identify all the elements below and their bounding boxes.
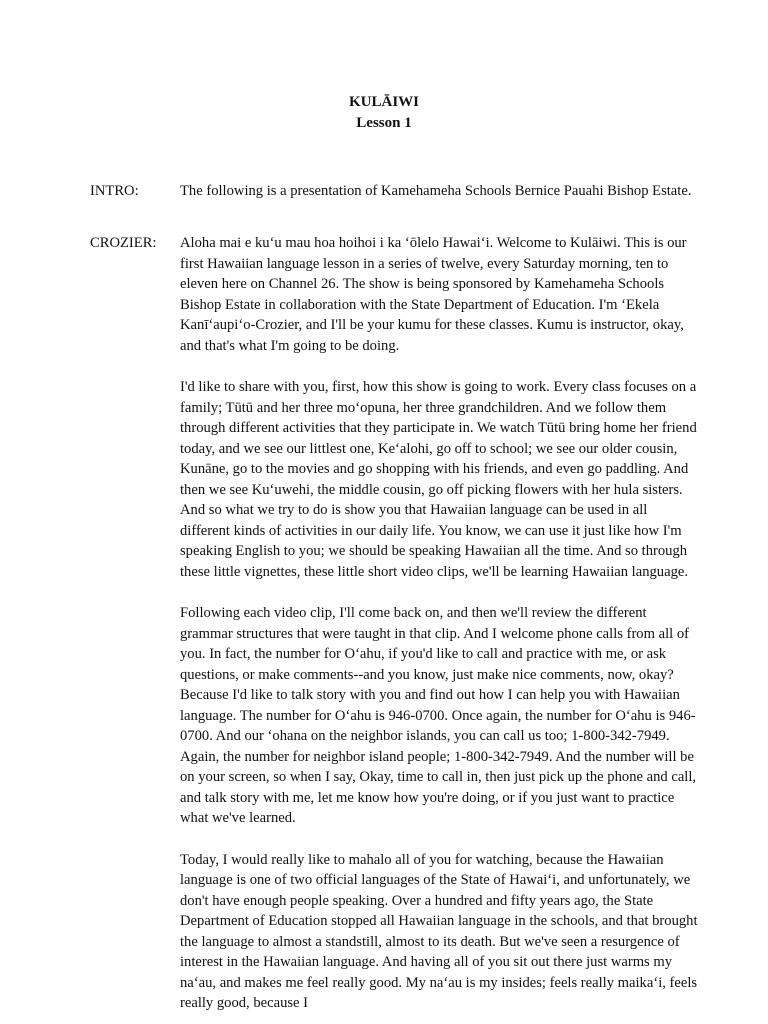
paragraph: Aloha mai e ku‘u mau hoa hoihoi i ka ‘ōlelo Hawai‘i. Welcome to Kulāiwi. This is our first Hawaiian language lesson in a series of twelve, every Saturday morning, ten to eleven here on Channel 26. The show is being sponsored by Kamehameha Schools Bishop Estate in collaboration with the State Department of Education. I'm ‘Ekela Kanī‘aupi‘o-Crozier, and I'll be your kumu for these classes. Kumu is instructor, okay, and that's what I'm going to be doing. [180,235,687,354]
crozier-speech [180,233,700,1014]
paragraph: Today, I would really like to mahalo all of you for watching, because the Hawaiian language is one of two official languages of the State of Hawai‘i, and unfortunately, we don't have enough people speaking. Over a hundred and fifty years ago, the State Department of Education stopped all Hawaiian language in the schools, and that brought the language to almost a standstill, almost to its death. But we've seen a resurgence of interest in the Hawaiian language. And having all of you sit out there just warms my na‘au, and makes me feel really good. My na‘au is my insides; feels really maika‘i, feels really good, because I [180,851,698,1011]
paragraph: I'd like to share with you, first, how this show is going to work. Every class focuses on a family; Tūtū and her three mo‘opuna, her three grandchildren. And we follow them through different activities that they participate in. We watch Tūtū bring home her friend today, and we see our littlest one, Ke‘alohi, go off to school; we see our older cousin, Kunāne, go to the movies and go shopping with his friends, and even go paddling. And then we see Ku‘uwehi, the middle cousin, go off picking flowers with her hula sisters. And so what we try to do is show you that Hawaiian language can be used in all different kinds of activities in our daily life. You know, we can use it just like how I'm speaking English to you; we should be speaking Hawaiian all the time. And so through these little vignettes, these little short video clips, we'll be learning Hawaiian language. [180,379,697,580]
intro-text: The following is a presentation of Kamehameha Schools Bernice Pauahi Bishop Estate. [180,183,692,199]
document-header [0,92,768,134]
speaker-intro: INTRO: [90,183,139,199]
document-title: KULĀIWI [348,94,419,110]
speaker-crozier: CROZIER: [90,235,157,251]
lesson-label: Lesson 1 [356,115,412,131]
paragraph: Following each video clip, I'll come back on, and then we'll review the different grammar structures that were taught in that clip. And I welcome phone calls from all of you. In fact, the number for O‘ahu, if you'd like to call and practice with me, or ask questions, or make comments--and you know, just make nice comments, now, okay? Because I'd like to talk story with you and find out how I can help you with Hawaiian language. The number for O‘ahu is 946-0700. Once again, the number for O‘ahu is 946-0700. And our ‘ohana on the neighbor islands, you can call us too; 1-800-342-7949. Again, the number for neighbor island people; 1-800-342-7949. And the number will be on your screen, so when I say, Okay, time to call in, then just pick up the phone and call, and talk story with me, let me know how you're doing, or if you just want to practice what we've learned. [180,605,697,826]
